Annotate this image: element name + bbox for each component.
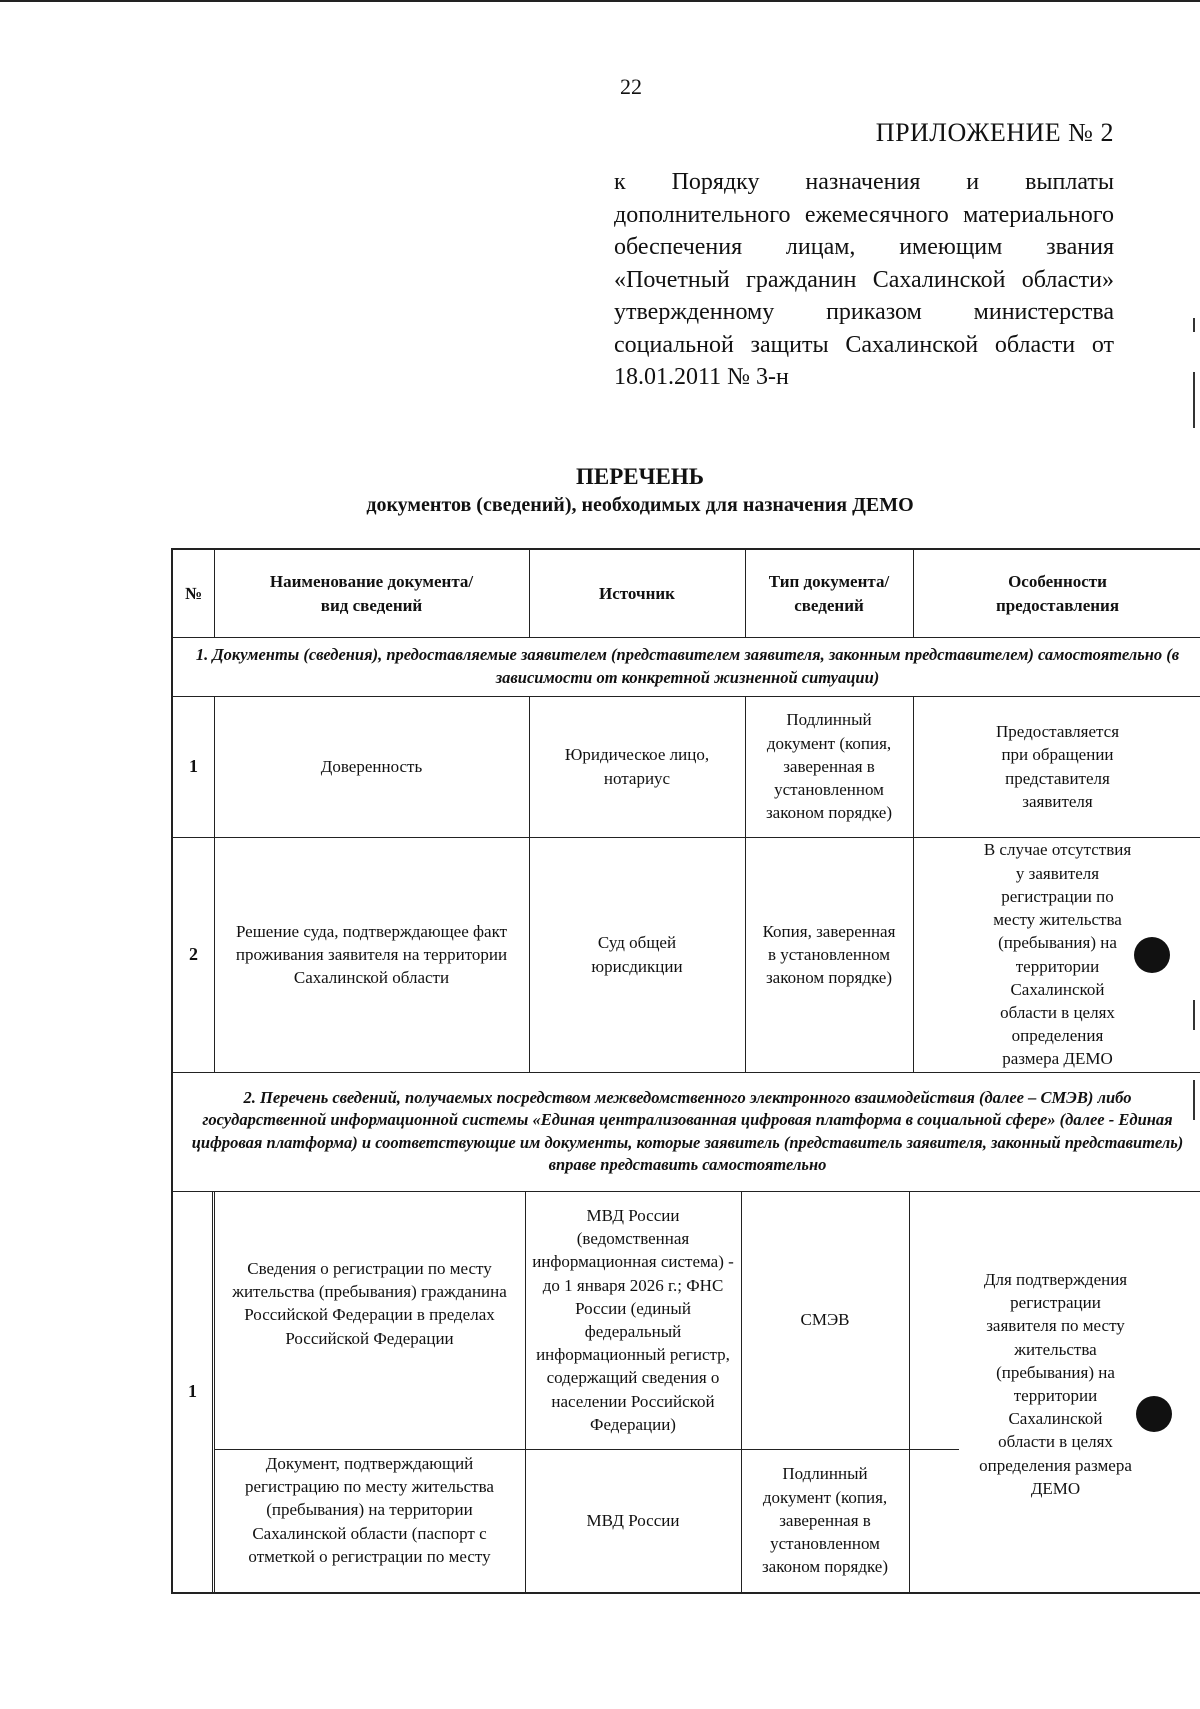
document-type-cell: СМЭВ — [800, 1310, 850, 1330]
row-number: 2 — [189, 943, 198, 964]
header-features: Особенности предоставления — [995, 572, 1120, 615]
header-type: Тип документа/ сведений — [768, 572, 890, 615]
source-cell: МВД России (ведомственная информационная система) - до 1 января 2026 г.; ФНС России (единый федеральный информационный регистр, содержащий сведения о населении Российской Федерации) — [532, 1205, 734, 1434]
row-number: 1 — [189, 755, 198, 776]
punch-hole-mark — [1136, 1396, 1172, 1432]
header-num: № — [184, 583, 203, 603]
section-heading: 1. Документы (сведения), предоставляемые заявителем (представителем заявителя, законным представителем) самостоятельно (в зависимости от конкретной жизненной ситуации) — [195, 645, 1180, 687]
document-type-cell: Подлинный документ (копия, заверенная в установленном законом порядке) — [765, 710, 893, 823]
document-name-cell: Доверенность — [320, 756, 423, 776]
top-border-line — [0, 0, 1200, 2]
punch-hole-mark — [1134, 937, 1170, 973]
document-name-cell: Документ, подтверждающий регистрацию по месту жительства (пребывания) на территории Сахалинской области (паспорт с отметкой о регистрации по месту — [245, 1454, 494, 1566]
documents-table — [171, 548, 1200, 1594]
edge-speck — [1193, 318, 1195, 332]
features-cell: Предоставляется при обращении представителя заявителя — [995, 722, 1120, 811]
row-number: 1 — [188, 1380, 197, 1401]
source-cell: Юридическое лицо, нотариус — [564, 745, 710, 788]
section-heading: 2. Перечень сведений, получаемых посредством межведомственного электронного взаимодействия (далее – СМЭВ) либо государственной информационной системы «Единая централизованная цифровая платформа в социальной сфере» (далее - Единая цифровая платформа) и соответствующие им документы, которые заявитель (представитель заявителя, законный представитель) вправе представить самостоятельно — [191, 1087, 1184, 1174]
edge-speck — [1193, 1000, 1195, 1030]
header-name: Наименование документа/ вид сведений — [269, 572, 474, 615]
header-source: Источник — [599, 583, 675, 603]
document-type-cell: Копия, заверенная в установленном законом порядке) — [762, 921, 896, 988]
source-cell: Суд общей юрисдикции — [591, 933, 683, 976]
page-number: 22 — [620, 74, 642, 99]
appendix-text: к Порядку назначения и выплаты дополнительного ежемесячного материального обеспечения лицам, имеющим звания «Почетный гражданин Сахалинской области» утвержденному приказом министерства социальной защиты Сахалинской области от 18.01.2011 № 3-н — [614, 169, 1114, 390]
features-cell: Для подтверждения регистрации заявителя по месту жительства (пребывания) на территории Сахалинской области в целях определения размера ДЕМО — [979, 1270, 1132, 1498]
features-cell: В случае отсутствия у заявителя регистрации по месту жительства (пребывания) на территории Сахалинской области в целях определения размера ДЕМО — [983, 840, 1132, 1069]
edge-speck — [1193, 1080, 1195, 1120]
document-name-cell: Решение суда, подтверждающее факт проживания заявителя на территории Сахалинской области — [235, 921, 508, 988]
edge-speck — [1193, 372, 1195, 428]
document-name-cell: Сведения о регистрации по месту жительства (пребывания) гражданина Российской Федерации в пределах Российской Федерации — [232, 1259, 507, 1348]
grid-line — [212, 1191, 213, 1592]
document-subtitle: документов (сведений), необходимых для назначения ДЕМО — [366, 494, 914, 516]
document-title: ПЕРЕЧЕНЬ — [576, 464, 704, 489]
source-cell: МВД России — [586, 1510, 680, 1530]
appendix-title: ПРИЛОЖЕНИЕ № 2 — [875, 118, 1114, 147]
document-type-cell: Подлинный документ (копия, заверенная в установленном законом порядке) — [761, 1464, 889, 1577]
